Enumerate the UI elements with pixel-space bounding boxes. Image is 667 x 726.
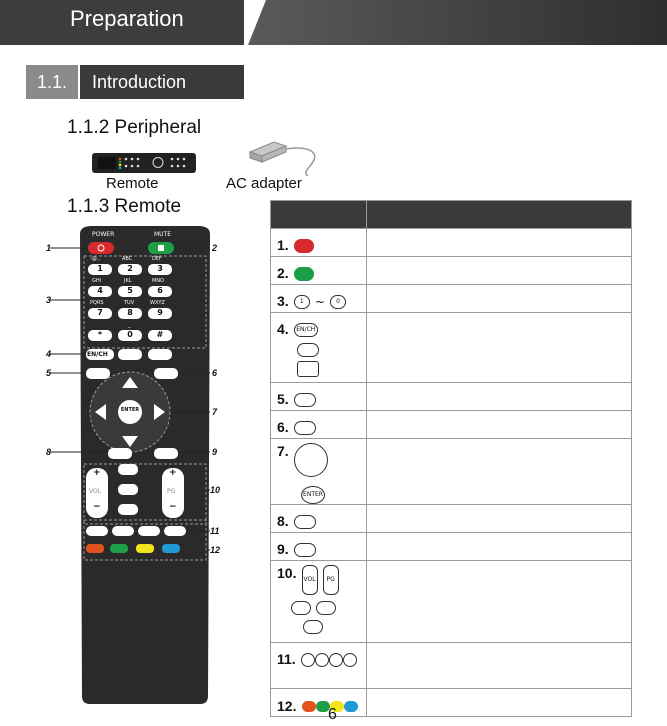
table-row (271, 505, 632, 533)
play-pause-icon (303, 620, 323, 634)
callout-1: 1 (46, 243, 52, 253)
table-row (271, 229, 632, 257)
row-number: 1. (277, 237, 289, 253)
key-4: 4 (97, 286, 103, 295)
key-8-letters: TUV (124, 300, 135, 306)
callout-4: 4 (46, 349, 52, 359)
page-number: 6 (328, 706, 337, 723)
row-number: 11. (277, 651, 296, 667)
vol-rocker-icon: VOL (302, 565, 318, 595)
row-number: 8. (277, 513, 289, 529)
number-key-1-icon: 1 (294, 295, 310, 309)
zoom-in-icon (291, 601, 311, 615)
table-row (271, 383, 632, 411)
pg-rocker-icon: PG (323, 565, 339, 595)
key-1: 1 (97, 264, 103, 273)
key-2-letters: ABC (122, 256, 133, 262)
power-label: POWER (92, 231, 115, 238)
section-title: Introduction (80, 65, 244, 99)
en-ch-key-label: EN/CH (87, 351, 108, 358)
input-source-icon (297, 343, 319, 357)
callout-9: 9 (212, 447, 218, 457)
callout-5: 5 (46, 368, 52, 378)
key-9: 9 (157, 308, 163, 317)
key-9-letters: WXYZ (150, 300, 165, 306)
ac-adapter-image (244, 138, 324, 178)
mute-icon (294, 267, 314, 281)
callout-12: 12 (210, 545, 221, 555)
subtitle-icon (297, 361, 319, 377)
key-5-letters: JKL (124, 278, 132, 284)
callout-2: 2 (212, 243, 218, 253)
key-4-letters: GHI (92, 278, 102, 284)
row-number: 6. (277, 419, 289, 435)
fast-forward-icon (315, 653, 329, 667)
table-row (271, 643, 632, 689)
key-3-letters: DEF (152, 256, 162, 262)
key-0-letters: _ (128, 322, 131, 328)
next-icon (343, 653, 357, 667)
table-header-row (271, 201, 632, 229)
key-5: 5 (127, 286, 133, 295)
table-row (271, 689, 632, 717)
callout-7: 7 (212, 407, 218, 417)
enter-key-label: ENTER (120, 407, 140, 413)
table-row (271, 439, 632, 505)
row-number: 7. (277, 443, 289, 459)
callout-11: 11 (210, 526, 220, 536)
callout-6: 6 (212, 368, 218, 378)
adapter-caption: AC adapter (226, 175, 302, 192)
key-7: 7 (97, 308, 103, 317)
pg-label: PG (167, 488, 176, 495)
number-key-0-icon: 0 (330, 295, 346, 309)
peripheral-heading: 1.1.2 Peripheral (67, 117, 202, 138)
header-banner-stripe (248, 0, 667, 45)
table-row (271, 257, 632, 285)
key-hash: # (156, 330, 164, 339)
previous-icon (329, 653, 343, 667)
key-3: 3 (157, 264, 163, 273)
row-number: 3. (277, 293, 289, 309)
row-number: 2. (277, 265, 289, 281)
rewind-icon (301, 653, 315, 667)
row-number: 10. (277, 565, 297, 581)
row-number: 4. (277, 321, 289, 337)
menu-icon (294, 515, 316, 529)
key-8: 8 (127, 308, 133, 317)
enter-icon: ENTER (301, 486, 325, 504)
table-row (271, 411, 632, 439)
power-icon (294, 239, 314, 253)
home-icon (294, 393, 316, 407)
row-number: 5. (277, 391, 289, 407)
key-1-letters: -@., (90, 256, 100, 262)
key-2: 2 (127, 264, 133, 273)
callout-3: 3 (46, 295, 52, 305)
en-ch-icon: EN/CH (294, 323, 318, 337)
navigation-pad-icon (294, 443, 328, 477)
table-row (271, 285, 632, 313)
pg-plus-label: + (169, 468, 177, 478)
key-6-letters: MNO (152, 278, 164, 284)
callout-8: 8 (46, 447, 52, 457)
range-tilde: ~ (314, 295, 325, 309)
remote-heading: 1.1.3 Remote (67, 196, 182, 217)
table-row (271, 561, 632, 643)
blue-key-icon (344, 701, 358, 712)
key-0: 0 (127, 330, 133, 339)
callout-10: 10 (210, 485, 221, 495)
key-7-letters: PQRS (90, 300, 104, 306)
vol-minus-label: − (93, 502, 101, 512)
pg-minus-label: − (169, 502, 177, 512)
remote-keys-table (270, 200, 632, 717)
zoom-out-icon (316, 601, 336, 615)
red-key-icon (302, 701, 316, 712)
table-row (271, 533, 632, 561)
remote-thumbnail (92, 150, 196, 176)
mute-label: MUTE (154, 231, 172, 238)
remote-caption: Remote (106, 175, 159, 192)
vol-label: VOL (89, 488, 102, 495)
vol-plus-label: + (93, 468, 101, 478)
row-number: 12. (277, 698, 297, 714)
row-number: 9. (277, 541, 289, 557)
table-row (271, 313, 632, 383)
key-star: * (97, 330, 103, 339)
remote-diagram (46, 226, 280, 706)
back-icon (294, 543, 316, 557)
page-title: Preparation (70, 6, 184, 31)
key-6: 6 (157, 286, 163, 295)
search-icon (294, 421, 316, 435)
section-number: 1.1. (26, 65, 78, 99)
